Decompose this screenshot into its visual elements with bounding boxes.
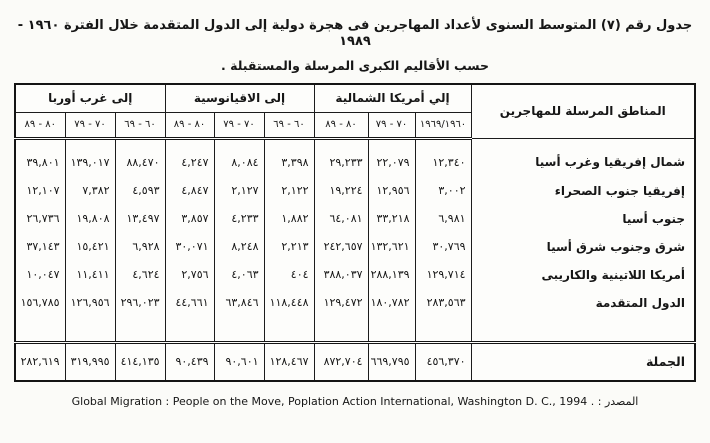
value-cell: ٢٢,٠٧٩ bbox=[368, 138, 415, 177]
table-row bbox=[15, 233, 695, 261]
value-cell: ١٥,٤٢١ bbox=[65, 233, 115, 261]
group-header-row bbox=[15, 84, 695, 113]
value-cell: ٤٠٤ bbox=[264, 261, 314, 289]
value-cell: ٤,٥٩٣ bbox=[115, 177, 165, 205]
group-header-oceania: إلى الاقيانوسية bbox=[165, 84, 314, 113]
table-body bbox=[15, 138, 695, 342]
value-cell: ٦,٩٢٨ bbox=[115, 233, 165, 261]
value-cell: ٤,٢٤٧ bbox=[165, 138, 214, 177]
value-cell: ٢٦,٧٣٦ bbox=[15, 205, 65, 233]
value-cell: ١٢,٣٤٠ bbox=[415, 138, 471, 177]
decade-header: ٨٠ - ٨٩ bbox=[15, 112, 65, 138]
value-cell: ٢٨٣,٥٦٣ bbox=[415, 289, 471, 343]
value-cell: ٦٤,٠٨١ bbox=[314, 205, 368, 233]
region-label: شرق وجنوب شرق أسيا bbox=[471, 233, 695, 261]
region-label: جنوب أسيا bbox=[471, 205, 695, 233]
decade-header: ٨٠ - ٨٩ bbox=[314, 112, 368, 138]
total-value-cell: ٨٧٢,٧٠٤ bbox=[314, 342, 368, 381]
value-cell: ٤٤,٦٦١ bbox=[165, 289, 214, 343]
value-cell: ٨,٢٤٨ bbox=[214, 233, 264, 261]
value-cell: ٤,٠٦٣ bbox=[214, 261, 264, 289]
region-label: شمال إفريقيا وغرب أسيا bbox=[471, 138, 695, 177]
value-cell: ٧,٣٨٢ bbox=[65, 177, 115, 205]
value-cell: ١٠,٠٤٧ bbox=[15, 261, 65, 289]
value-cell: ٢٩٦,٠٢٣ bbox=[115, 289, 165, 343]
table-row bbox=[15, 205, 695, 233]
total-value-cell: ٤٥٦,٣٧٠ bbox=[415, 342, 471, 381]
table-subtitle: حسب الأقاليم الكبرى المرسلة والمستقبلة . bbox=[221, 57, 489, 73]
total-row bbox=[15, 342, 695, 381]
value-cell: ١٨٠,٧٨٢ bbox=[368, 289, 415, 343]
decade-header: ٧٠ - ٧٩ bbox=[368, 112, 415, 138]
source-label: المصدر : bbox=[597, 394, 639, 408]
value-cell: ٦٣,٨٤٦ bbox=[214, 289, 264, 343]
value-cell: ٣٩,٨٠١ bbox=[15, 138, 65, 177]
value-cell: ٢,١٢٧ bbox=[214, 177, 264, 205]
value-cell: ٣٠,٠٧١ bbox=[165, 233, 214, 261]
value-cell: ١٢٩,٧١٤ bbox=[415, 261, 471, 289]
value-cell: ٤,٨٤٧ bbox=[165, 177, 214, 205]
value-cell: ٢,٢١٣ bbox=[264, 233, 314, 261]
value-cell: ٣٨٨,٠٣٧ bbox=[314, 261, 368, 289]
value-cell: ١٢٦,٩٥٦ bbox=[65, 289, 115, 343]
table-row bbox=[15, 289, 695, 343]
value-cell: ١,٨٨٢ bbox=[264, 205, 314, 233]
total-value-cell: ٩٠,٦٠١ bbox=[214, 342, 264, 381]
value-cell: ٢,١٢٢ bbox=[264, 177, 314, 205]
region-label: الدول المتقدمة bbox=[471, 289, 695, 343]
value-cell: ٣,٣٩٨ bbox=[264, 138, 314, 177]
source-text: Global Migration : People on the Move, Poplation Action International, Washington D. C., 1994 . bbox=[71, 394, 595, 408]
total-value-cell: ٦٦٩,٧٩٥ bbox=[368, 342, 415, 381]
value-cell: ١٥٦,٧٨٥ bbox=[15, 289, 65, 343]
value-cell: ٣٠,٧٦٩ bbox=[415, 233, 471, 261]
value-cell: ١٢٩,٤٧٢ bbox=[314, 289, 368, 343]
value-cell: ١٩,٢٢٤ bbox=[314, 177, 368, 205]
value-cell: ١١,٤١١ bbox=[65, 261, 115, 289]
value-cell: ٢,٧٥٦ bbox=[165, 261, 214, 289]
value-cell: ١٣,٤٩٧ bbox=[115, 205, 165, 233]
group-header-west-europe: إلى غرب أوربا bbox=[15, 84, 165, 113]
corner-header: المناطق المرسلة للمهاجرين bbox=[471, 84, 695, 139]
table-title: جدول رقم (٧) المتوسط السنوى لأعداد المهاجرين فى هجرة دولية إلى الدول المتقدمة خلال الفترة ١٩٦٠ - ١٩٨٩ bbox=[17, 18, 693, 50]
decade-header: ٦٠ - ٦٩ bbox=[264, 112, 314, 138]
value-cell: ٦,٩٨١ bbox=[415, 205, 471, 233]
table-row bbox=[15, 261, 695, 289]
decade-header: ٨٠ - ٨٩ bbox=[165, 112, 214, 138]
table-foot bbox=[15, 342, 695, 381]
decade-header: ١٩٦٩/١٩٦٠ bbox=[415, 112, 471, 138]
total-value-cell: ٤١٤,١٣٥ bbox=[115, 342, 165, 381]
value-cell: ١٣٩,٠١٧ bbox=[65, 138, 115, 177]
total-label: الجملة bbox=[471, 342, 695, 381]
value-cell: ١١٨,٤٤٨ bbox=[264, 289, 314, 343]
value-cell: ٨,٠٨٤ bbox=[214, 138, 264, 177]
value-cell: ١٢,١٠٧ bbox=[15, 177, 65, 205]
total-value-cell: ٣١٩,٩٩٥ bbox=[65, 342, 115, 381]
total-value-cell: ٢٨٢,٦١٩ bbox=[15, 342, 65, 381]
value-cell: ٣٧,١٤٣ bbox=[15, 233, 65, 261]
total-value-cell: ٩٠,٤٣٩ bbox=[165, 342, 214, 381]
decade-header: ٦٠ - ٦٩ bbox=[115, 112, 165, 138]
total-value-cell: ١٢٨,٤٦٧ bbox=[264, 342, 314, 381]
group-header-north-america: إلي أمريكا الشمالية bbox=[314, 84, 471, 113]
region-label: إفريقيا جنوب الصحراء bbox=[471, 177, 695, 205]
value-cell: ٢٩,٢٣٣ bbox=[314, 138, 368, 177]
value-cell: ٣٣,٢١٨ bbox=[368, 205, 415, 233]
value-cell: ٤,٦٢٤ bbox=[115, 261, 165, 289]
migration-table bbox=[14, 83, 696, 382]
source-line bbox=[10, 395, 700, 408]
region-label: أمريكا اللاتينية والكاريبى bbox=[471, 261, 695, 289]
value-cell: ١٩,٨٠٨ bbox=[65, 205, 115, 233]
value-cell: ٢٤٢,٦٥٧ bbox=[314, 233, 368, 261]
value-cell: ٤,٢٣٣ bbox=[214, 205, 264, 233]
table-row bbox=[15, 177, 695, 205]
value-cell: ٣,٠٠٢ bbox=[415, 177, 471, 205]
table-row bbox=[15, 138, 695, 177]
decade-header: ٧٠ - ٧٩ bbox=[214, 112, 264, 138]
value-cell: ٣,٨٥٧ bbox=[165, 205, 214, 233]
decade-header: ٧٠ - ٧٩ bbox=[65, 112, 115, 138]
value-cell: ٨٨,٤٧٠ bbox=[115, 138, 165, 177]
value-cell: ١٢,٩٥٦ bbox=[368, 177, 415, 205]
value-cell: ١٣٢,٦٢١ bbox=[368, 233, 415, 261]
value-cell: ٢٨٨,١٣٩ bbox=[368, 261, 415, 289]
